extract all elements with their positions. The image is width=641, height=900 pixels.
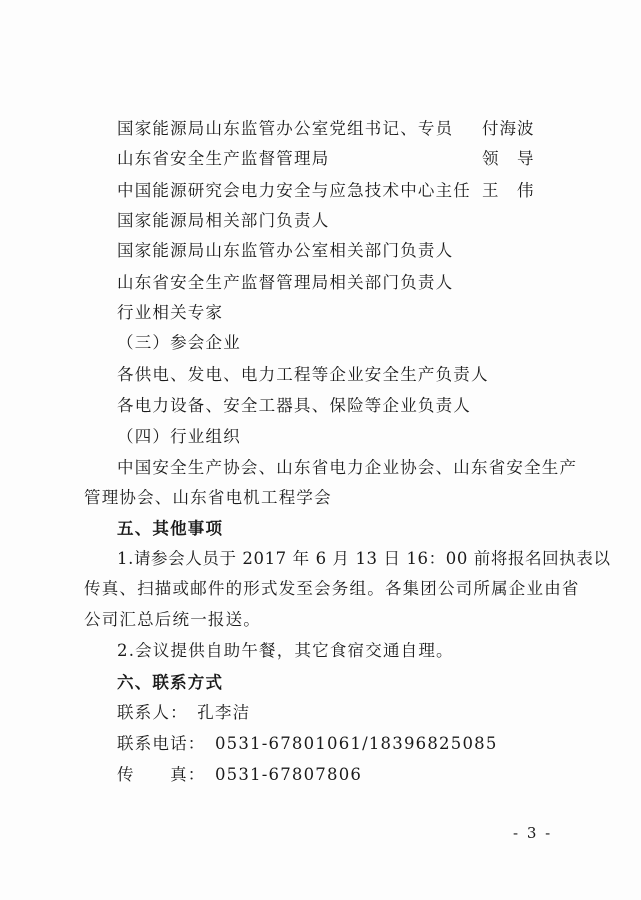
section-heading-enterprises: （三）参会企业 <box>117 333 241 352</box>
participant-role: 中国能源研究会电力安全与应急技术中心主任 <box>117 181 471 200</box>
contact-fax: 传 真： 0531-67807806 <box>117 765 363 784</box>
section-heading-orgs: （四）行业组织 <box>117 427 241 446</box>
contact-phone: 联系电话： 0531-67801061/18396825085 <box>117 734 498 753</box>
participant-role: 国家能源局山东监管办公室党组书记、专员 <box>117 119 454 138</box>
participant-name: 王 伟 <box>482 181 535 200</box>
orgs-line-2: 管理协会、山东省电机工程学会 <box>84 488 332 507</box>
enterprise-item-2: 各电力设备、安全工器具、保险等企业负责人 <box>117 396 471 415</box>
participant-name: 付海波 <box>482 119 535 138</box>
participant-row-5: 国家能源局山东监管办公室相关部门负责人 <box>117 241 454 260</box>
participant-name: 领 导 <box>482 149 535 168</box>
participant-row-6: 山东省安全生产监督管理局相关部门负责人 <box>117 273 454 292</box>
other-p2: 2.会议提供自助午餐，其它食宿交通自理。 <box>117 641 454 660</box>
other-p1-line-1: 1.请参会人员于 2017 年 6 月 13 日 16：00 前将报名回执表以 <box>117 549 611 568</box>
participant-role: 山东省安全生产监督管理局 <box>117 149 330 168</box>
participant-row-4: 国家能源局相关部门负责人 <box>117 211 330 230</box>
other-p1-line-3: 公司汇总后统一报送。 <box>84 610 261 629</box>
participant-row-7: 行业相关专家 <box>117 303 224 322</box>
page-number: - 3 - <box>513 824 553 842</box>
enterprise-item-1: 各供电、发电、电力工程等企业安全生产负责人 <box>117 365 489 384</box>
other-p1-line-2: 传真、扫描或邮件的形式发至会务组。各集团公司所属企业由省 <box>84 579 580 598</box>
contact-person: 联系人： 孔李洁 <box>117 703 251 722</box>
section-heading-other: 五、其他事项 <box>117 519 224 538</box>
section-heading-contact: 六、联系方式 <box>117 673 224 692</box>
orgs-line-1: 中国安全生产协会、山东省电力企业协会、山东省安全生产 <box>117 458 578 477</box>
